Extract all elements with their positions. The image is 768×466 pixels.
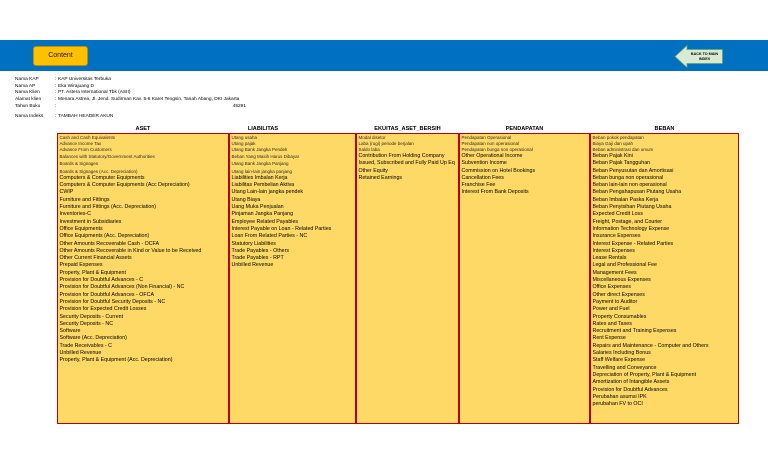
account-item[interactable]: Computers & Computer Equipments xyxy=(59,174,145,181)
account-item[interactable]: Pinjaman Jangka Panjang xyxy=(231,211,294,218)
account-item[interactable]: Issued, Subscribed and Fully Paid Up Eq xyxy=(358,160,455,167)
column-header-aset: ASET xyxy=(135,126,151,132)
account-item[interactable]: Beban bunga non operasional xyxy=(592,174,664,181)
account-item[interactable]: Other Amounts Recoverable Cash - OCFA xyxy=(59,240,160,247)
account-item[interactable]: Provision for Doubtful Advances - OFCA xyxy=(59,291,155,298)
account-item[interactable]: Property, Plant & Equipment xyxy=(59,269,126,276)
account-item[interactable]: Beban Penyusutan dan Amortisasi xyxy=(592,167,674,174)
account-item[interactable]: Software xyxy=(59,328,81,335)
account-item[interactable]: Other Equity xyxy=(358,167,388,174)
account-item[interactable]: Beban Imbalan Paska Kerja xyxy=(592,196,659,203)
column-header-beban: BEBAN xyxy=(654,126,675,132)
info-separator: : xyxy=(55,90,57,95)
info-row-nama-indeks xyxy=(0,113,768,120)
account-item[interactable]: Beban pokok pendapatan xyxy=(592,135,644,140)
account-item[interactable]: Staff Welfare Expense xyxy=(592,357,646,364)
account-item[interactable]: Property Consumables xyxy=(592,313,647,320)
account-column-pendapatan xyxy=(459,133,590,424)
account-item[interactable]: Security Deposits - Current xyxy=(59,313,124,320)
account-item[interactable]: Cancellation Fees xyxy=(461,174,504,181)
info-separator: : xyxy=(55,113,57,119)
account-item[interactable]: Property, Plant & Equipment (Acc. Depreciation) xyxy=(59,357,173,364)
account-item[interactable]: Trade Payables - RPT xyxy=(231,255,284,262)
account-item[interactable]: Beban Yang Masih Harus Dibayar xyxy=(231,154,300,159)
account-column-ekuitas xyxy=(356,133,459,424)
account-item[interactable]: Inventories-C xyxy=(59,211,91,218)
account-item[interactable]: Other Operational Income xyxy=(461,153,523,159)
account-column-liabilitas xyxy=(229,133,356,424)
account-item[interactable]: Travelling and Conveyance xyxy=(592,364,657,371)
account-item[interactable]: Boards & Signages xyxy=(59,161,99,167)
account-item[interactable]: Provision for Doubtful Advances - C xyxy=(59,277,144,284)
account-item[interactable]: CWIP xyxy=(59,189,74,196)
back-button-label xyxy=(687,50,722,63)
account-item[interactable]: Interest Expense - Related Parties xyxy=(592,240,674,247)
account-item[interactable]: Employee Related Payables xyxy=(231,218,299,225)
account-item[interactable]: Utang Bank Jangka Pendek xyxy=(231,147,288,152)
account-item[interactable]: Utang Lain-lain jangka pendek xyxy=(231,189,304,196)
account-item[interactable]: perubahan FV to OCI xyxy=(592,401,643,408)
account-item[interactable]: Computers & Computer Equipments (Acc Depreciation) xyxy=(59,182,190,189)
account-item[interactable]: Expected Credit Loss xyxy=(592,211,643,218)
account-list xyxy=(357,134,458,182)
account-item[interactable]: Beban Penyisihan Piutang Usaha xyxy=(592,204,672,211)
account-item[interactable]: Biaya Gaji dan upah xyxy=(592,141,634,146)
info-row-nama-klien xyxy=(0,89,768,96)
account-item[interactable]: Unbilled Revenue xyxy=(59,350,102,357)
account-item[interactable]: Trade Payables - Others xyxy=(231,247,290,254)
account-item[interactable]: Contribution From Holding Company xyxy=(358,153,445,159)
account-list xyxy=(58,134,228,365)
back-button-label-line1: BACK TO MAIN xyxy=(690,52,719,56)
account-item[interactable]: Provision for Doubtful Advances xyxy=(592,386,668,393)
info-value: PT. Astera International Tbk (ASII) xyxy=(58,90,131,95)
account-item[interactable]: Amortization of Intangible Assets xyxy=(592,379,670,386)
back-to-main-index-button[interactable] xyxy=(674,45,724,68)
account-item[interactable]: Pendapatan non operasional xyxy=(461,141,520,146)
account-item[interactable]: Insurance Expenses xyxy=(592,233,641,240)
info-value: KAP Universitas Terbuka xyxy=(58,76,111,82)
account-item[interactable]: Software (Acc. Depreciation) xyxy=(59,335,127,342)
account-item[interactable]: Saldo laba xyxy=(358,147,380,152)
account-item[interactable]: Uang Muka Penjualan xyxy=(231,204,284,211)
account-item[interactable]: Boards & Signages (Acc. Depreciation) xyxy=(59,168,138,174)
info-label: Nama Klien xyxy=(15,90,40,95)
account-item[interactable]: Repairs and Maintenance - Computer and Others xyxy=(592,342,709,349)
info-label: Nama KAP xyxy=(15,76,39,82)
account-item[interactable]: Cash and Cash Equivalents xyxy=(59,135,116,140)
account-item[interactable]: Other Amounts Recoverable in Kind or Value to be Received xyxy=(59,247,202,254)
info-separator: : xyxy=(55,83,57,89)
account-item[interactable]: Unbilled Revenue xyxy=(231,262,274,269)
account-item[interactable]: Trade Receivables - C xyxy=(59,342,112,349)
info-value: TAMBAH HEADER AKUN xyxy=(58,113,114,119)
account-item[interactable]: Commission on Hotel Bookings xyxy=(461,167,536,174)
account-item[interactable]: Office Equipments xyxy=(59,225,103,232)
account-list xyxy=(591,134,738,408)
account-item[interactable]: Provision for Doubtful Security Deposits - NC xyxy=(59,298,166,305)
account-item[interactable]: Freight, Postage, and Courier xyxy=(592,218,662,225)
account-item[interactable]: Beban administrasi dan umum xyxy=(592,147,654,152)
account-item[interactable]: Information Technology Expense xyxy=(592,225,670,232)
account-item[interactable]: Furniture and Fittings (Acc. Depreciation) xyxy=(59,204,157,211)
info-value: Eka Wirajuang D xyxy=(58,83,94,89)
info-row-nama-kap xyxy=(0,76,768,83)
content-button[interactable]: Content xyxy=(33,46,88,66)
account-item[interactable]: Lease Rentals xyxy=(592,255,627,262)
account-item[interactable]: Advance Income Tax xyxy=(59,141,102,146)
account-item[interactable]: Recruitment and Training Expenses xyxy=(592,328,677,335)
account-item[interactable]: Utang pajak xyxy=(231,141,256,146)
account-item[interactable]: Statutory Liabilities xyxy=(231,240,276,247)
account-item[interactable]: Rent Expense xyxy=(592,335,626,342)
account-item[interactable]: Utang Bank Jangka Panjang xyxy=(231,161,289,167)
top-navigation-bar xyxy=(0,40,768,71)
info-value: 45291 xyxy=(232,104,246,109)
account-column-aset xyxy=(57,133,229,424)
info-row-tahun-buku xyxy=(0,103,768,110)
account-item[interactable]: Legal and Professional Fee xyxy=(592,262,657,269)
account-item[interactable]: Utang lain-lain jangka panjang xyxy=(231,168,293,174)
account-item[interactable]: Beban Pajak Tangguhan xyxy=(592,160,651,167)
account-item[interactable]: Depreciation of Property, Plant & Equipment xyxy=(592,371,697,378)
account-item[interactable]: Modal disetor xyxy=(358,135,386,140)
account-item[interactable]: Interest Expenses xyxy=(592,247,635,254)
account-item[interactable]: Miscellaneous Expenses xyxy=(592,277,651,284)
column-header-liabilitas: LIABILITAS xyxy=(247,126,279,132)
account-item[interactable]: Utang Biaya xyxy=(231,196,261,203)
back-button-label-line2: INDEX xyxy=(698,56,711,61)
account-item[interactable]: Pendapatan Operasional xyxy=(461,135,512,140)
info-label: Nama Indeks xyxy=(15,113,44,119)
account-item[interactable]: Retained Earnings xyxy=(358,174,403,181)
account-item[interactable]: Salaries Including Bonus xyxy=(592,350,651,357)
account-item[interactable]: Perubahan asumsi IPK xyxy=(592,393,647,400)
account-item[interactable]: Provision for Doubtful Advances (Non Financial) - NC xyxy=(59,284,185,291)
account-item[interactable]: Interest From Bank Deposits xyxy=(461,189,529,196)
account-column-beban xyxy=(590,133,739,424)
account-item[interactable]: Interest Payable on Loan - Related Parties xyxy=(231,225,332,232)
account-item[interactable]: Security Deposits - NC xyxy=(59,320,114,327)
account-item[interactable]: Balances with Statutory/Government Authorities xyxy=(59,154,155,159)
account-item[interactable]: Rates and Taxes xyxy=(592,320,632,327)
account-item[interactable]: Franchise Fee xyxy=(461,182,496,189)
account-item[interactable]: Provision for Expected Credit Losses xyxy=(59,306,147,313)
column-header-pendapatan: PENDAPATAN xyxy=(505,126,544,132)
account-item[interactable]: Pendapatan bunga non operasional xyxy=(461,147,533,152)
info-value: Menara Astrea, Jl. Jend. Sudirman Kav. 5-6 Karet Tengsin, Tanah Abang, DKI Jakarta xyxy=(58,97,240,102)
account-item[interactable]: Office Expenses xyxy=(592,284,631,291)
info-separator: : xyxy=(55,104,57,109)
info-row-alamat-klien xyxy=(0,96,768,103)
info-separator: : xyxy=(55,97,57,102)
account-item[interactable]: Advance From Customers xyxy=(59,147,112,152)
account-item[interactable]: Furniture and Fittings xyxy=(59,196,110,203)
info-label: Nama AP xyxy=(15,83,36,89)
account-item[interactable]: Beban Pajak Kini xyxy=(592,153,633,159)
account-item[interactable]: Laba (rugi) periode berjalan xyxy=(358,141,414,146)
account-item[interactable]: Beban Pengahapusan Piutang Usaha xyxy=(592,189,682,196)
account-item[interactable]: Investment in Subsidiaries xyxy=(59,218,122,225)
account-item[interactable]: Payment to Auditor xyxy=(592,298,638,305)
account-item[interactable]: Office Equipments (Acc. Depreciation) xyxy=(59,233,150,240)
account-item[interactable]: Liabilities Imbalan Kerja xyxy=(231,174,288,181)
account-item[interactable]: Other Current Financial Assets xyxy=(59,255,132,262)
account-item[interactable]: Subvention Income xyxy=(461,160,507,167)
account-list xyxy=(230,134,355,270)
account-list xyxy=(460,134,589,197)
account-item[interactable]: Prepaid Expenses xyxy=(59,262,103,269)
account-item[interactable]: Loan From Related Parties - NC xyxy=(231,233,308,240)
account-item[interactable]: Other direct Expenses xyxy=(592,291,645,298)
info-label: Tahun Buku xyxy=(15,104,41,109)
account-item[interactable]: Management Fees xyxy=(592,269,637,276)
info-separator: : xyxy=(55,76,57,82)
account-item[interactable]: Liabilitas Pembelian Aktiva xyxy=(231,182,295,189)
account-item[interactable]: Power and Fuel xyxy=(592,306,630,313)
column-header-ekuitas: EKUITAS_ASET_BERSIH xyxy=(374,126,441,132)
account-item[interactable]: Beban lain-lain non operasional xyxy=(592,182,667,189)
account-item[interactable]: Utang usaha xyxy=(231,135,258,140)
info-label: Alamat klien xyxy=(15,97,42,102)
